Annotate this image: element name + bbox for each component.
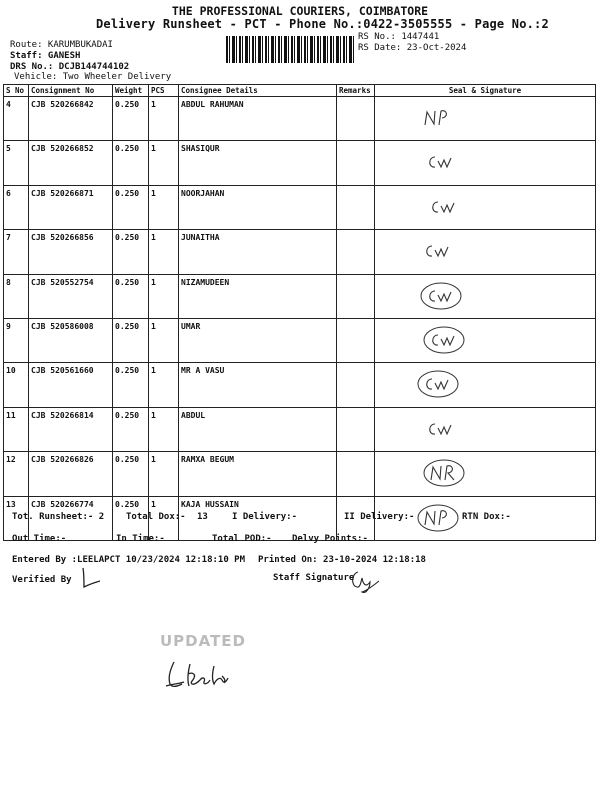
cell-consignment: CJB 520266852: [29, 141, 113, 185]
cell-consignment: CJB 520586008: [29, 318, 113, 362]
col-header-pcs: PCS: [149, 85, 179, 97]
barcode-image: [226, 36, 354, 63]
table-row: [4, 97, 596, 141]
cell-sno: 4: [4, 97, 29, 141]
cell-signature: [375, 452, 596, 496]
cell-weight: 0.250: [113, 141, 149, 185]
cell-remarks: [337, 230, 375, 274]
cell-sno: 11: [4, 407, 29, 451]
signature-value: [377, 233, 378, 234]
cell-consignee: NIZAMUDEEN: [179, 274, 337, 318]
cell-consignment: CJB 520266826: [29, 452, 113, 496]
signature-value: [377, 322, 378, 323]
handwritten-mark-icon: [418, 281, 464, 311]
cell-sno: 8: [4, 274, 29, 318]
cell-signature: [375, 185, 596, 229]
handwritten-mark-icon: [415, 103, 461, 133]
out-time: Out Time:-: [12, 534, 67, 544]
printed-on: Printed On: 23-10-2024 12:18:18: [258, 555, 426, 565]
total-dox-label: Total Dox:-: [126, 512, 186, 522]
runsheet-table: [3, 84, 596, 541]
cell-weight: 0.250: [113, 496, 149, 540]
cell-consignment: CJB 520266814: [29, 407, 113, 451]
cell-remarks: [337, 185, 375, 229]
verified-by-label: Verified By: [12, 575, 72, 585]
in-time: In Time:-: [116, 534, 165, 544]
handwritten-mark-icon: [415, 503, 461, 533]
col-header-remarks: Remarks: [337, 85, 375, 97]
cell-sno: 5: [4, 141, 29, 185]
handwritten-mark-icon: [421, 325, 467, 355]
cell-pcs: 1: [149, 496, 179, 540]
cell-remarks: [337, 318, 375, 362]
cell-sno: 12: [4, 452, 29, 496]
total-pod: Total POD:-: [212, 534, 272, 544]
staff-label: Staff: GANESH: [10, 51, 81, 61]
table-header-row: [4, 85, 596, 97]
cell-consignee: SHASIQUR: [179, 141, 337, 185]
cell-weight: 0.250: [113, 230, 149, 274]
rtn-dox: RTN Dox:-: [462, 512, 511, 522]
delivery-points: Delvy Points:-: [292, 534, 368, 544]
route-label: Route: KARUMBUKADAI: [10, 40, 113, 50]
cell-pcs: 1: [149, 230, 179, 274]
staff-signature-icon: [348, 568, 382, 596]
signature-value: [377, 144, 378, 145]
cell-consignment: CJB 520266774: [29, 496, 113, 540]
cell-pcs: 1: [149, 141, 179, 185]
cell-consignment: CJB 520266842: [29, 97, 113, 141]
signature-value: [377, 100, 378, 101]
cell-pcs: 1: [149, 97, 179, 141]
table-row: [4, 230, 596, 274]
cell-consignee: NOORJAHAN: [179, 185, 337, 229]
signature-value: [377, 189, 378, 190]
cell-consignee: MR A VASU: [179, 363, 337, 407]
i-delivery: I Delivery:-: [232, 512, 298, 522]
col-header-consignee: Consignee Details: [179, 85, 337, 97]
signature-value: [377, 366, 378, 367]
entered-by: Entered By :LEELAPCT 10/23/2024 12:18:10 PM: [12, 555, 245, 565]
cell-remarks: [337, 407, 375, 451]
col-header-consignment: Consignment No: [29, 85, 113, 97]
cell-consignee: JUNAITHA: [179, 230, 337, 274]
cell-signature: [375, 274, 596, 318]
cell-pcs: 1: [149, 407, 179, 451]
cell-pcs: 1: [149, 452, 179, 496]
signature-value: [377, 278, 378, 279]
rs-date: RS Date: 23-Oct-2024: [358, 43, 467, 53]
runsheet-subtitle: Delivery Runsheet - PCT - Phone No.:0422-3505555 - Page No.:2: [96, 17, 549, 31]
cell-weight: 0.250: [113, 97, 149, 141]
cell-pcs: 1: [149, 274, 179, 318]
handwritten-signature-icon: [162, 656, 240, 692]
cell-signature: [375, 141, 596, 185]
table-row: [4, 185, 596, 229]
cell-remarks: [337, 452, 375, 496]
cell-consignee: ABDUL RAHUMAN: [179, 97, 337, 141]
cell-weight: 0.250: [113, 274, 149, 318]
cell-weight: 0.250: [113, 185, 149, 229]
cell-pcs: 1: [149, 318, 179, 362]
cell-pcs: 1: [149, 185, 179, 229]
cell-signature: [375, 363, 596, 407]
rs-number: RS No.: 1447441: [358, 32, 440, 42]
cell-weight: 0.250: [113, 363, 149, 407]
handwritten-mark-icon: [415, 369, 461, 399]
cell-sno: 7: [4, 230, 29, 274]
cell-sno: 10: [4, 363, 29, 407]
vehicle-label: Vehicle: Two Wheeler Delivery: [14, 72, 172, 82]
company-title: THE PROFESSIONAL COURIERS, COIMBATORE: [171, 4, 429, 18]
cell-weight: 0.250: [113, 407, 149, 451]
cell-sno: 13: [4, 496, 29, 540]
cell-pcs: 1: [149, 363, 179, 407]
handwritten-mark-icon: [418, 147, 464, 177]
updated-stamp: UPDATED: [160, 632, 246, 650]
cell-consignment: CJB 520552754: [29, 274, 113, 318]
cell-weight: 0.250: [113, 452, 149, 496]
cell-consignee: ABDUL: [179, 407, 337, 451]
cell-sno: 6: [4, 185, 29, 229]
cell-signature: [375, 97, 596, 141]
table-row: [4, 318, 596, 362]
total-dox-value: 13: [197, 512, 208, 522]
signature-value: [377, 500, 378, 501]
drs-number: DRS No.: DCJB144744102: [10, 62, 130, 72]
cell-sno: 9: [4, 318, 29, 362]
cell-consignment: CJB 520266871: [29, 185, 113, 229]
cell-remarks: [337, 363, 375, 407]
table-row: [4, 452, 596, 496]
signature-value: [377, 455, 378, 456]
handwritten-mark-icon: [418, 414, 464, 444]
cell-consignee: RAMXA BEGUM: [179, 452, 337, 496]
cell-signature: [375, 407, 596, 451]
cell-remarks: [337, 274, 375, 318]
cell-weight: 0.250: [113, 318, 149, 362]
table-row: [4, 274, 596, 318]
cell-consignee: UMAR: [179, 318, 337, 362]
cell-consignment: CJB 520266856: [29, 230, 113, 274]
cell-consignment: CJB 520561660: [29, 363, 113, 407]
total-runsheet: Tot. Runsheet:- 2: [12, 512, 105, 522]
col-header-signature: Seal & Signature: [375, 85, 596, 97]
cell-signature: [375, 230, 596, 274]
table-row: [4, 363, 596, 407]
cell-remarks: [337, 97, 375, 141]
cell-signature: [375, 318, 596, 362]
table-row: [4, 141, 596, 185]
staff-signature-label: Staff Signature: [273, 573, 355, 583]
cell-consignee: KAJA HUSSAIN: [179, 496, 337, 540]
handwritten-mark-icon: [421, 192, 467, 222]
col-header-weight: Weight: [113, 85, 149, 97]
verified-signature-icon: [78, 566, 104, 590]
handwritten-mark-icon: [421, 458, 467, 488]
ii-delivery: II Delivery:-: [344, 512, 415, 522]
signature-value: [377, 411, 378, 412]
handwritten-mark-icon: [415, 236, 461, 266]
table-row: [4, 407, 596, 451]
cell-remarks: [337, 141, 375, 185]
col-header-sno: S No: [4, 85, 29, 97]
